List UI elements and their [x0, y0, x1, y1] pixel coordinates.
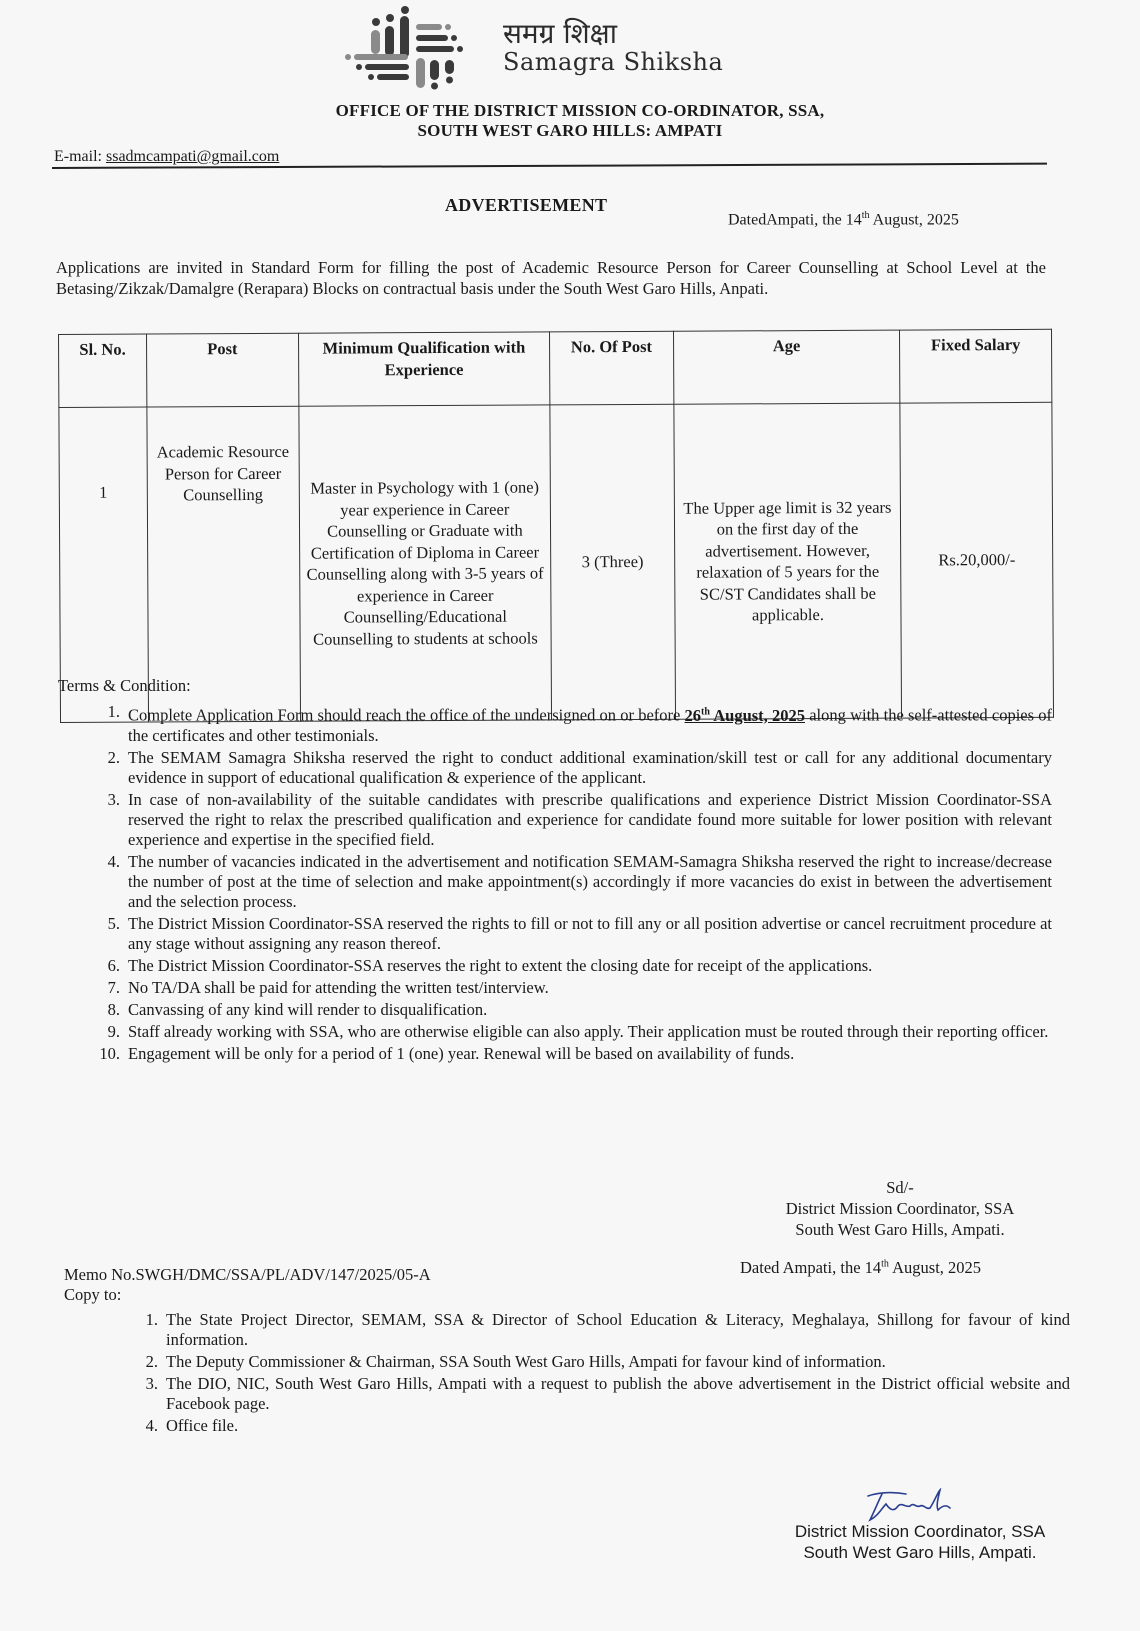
term-item: [90, 914, 1052, 954]
email-line: [54, 148, 279, 166]
logo-hindi-text: समग्र शिक्षा: [503, 17, 617, 50]
copy-number: 4.: [145, 1416, 158, 1435]
signatory-location: South West Garo Hills, Ampati.: [795, 1220, 1005, 1239]
terms-list: [90, 702, 1052, 1066]
office-title-line1: OFFICE OF THE DISTRICT MISSION CO-ORDINATOR, SSA,: [335, 101, 825, 120]
copy-text: The DIO, NIC, South West Garo Hills, Ampati with a request to publish the above advertisement in the District official website and Facebook page.: [166, 1374, 1070, 1413]
cell-post: Academic Resource Person for Career Counselling: [147, 406, 300, 722]
term-item: [90, 1022, 1052, 1042]
deadline-rest: August, 2025: [709, 705, 805, 725]
date-ordinal: th: [881, 1258, 889, 1270]
email-link[interactable]: ssadmcampati@gmail.com: [105, 148, 280, 165]
memo-date: [740, 1258, 981, 1278]
cell-sl-no: 1: [59, 407, 149, 722]
term-item: [90, 978, 1052, 998]
copy-item: [128, 1416, 1070, 1436]
term-text: Engagement will be only for a period of 1 (one) year. Renewal will be based on availability of funds.: [128, 1043, 795, 1063]
term-number: 10.: [99, 1043, 120, 1063]
header-qualification: Minimum Qualification with Experience: [298, 332, 550, 406]
intro-paragraph: Applications are invited in Standard Form for filling the post of Academic Resource Person for Career Counselling at School Level at the Betasing/Zikzak/Damalgre (Rerapara) Blocks on contractual basis under the South West Garo Hills, Anpati.: [56, 258, 1046, 298]
term-text: No TA/DA shall be paid for attending the written test/interview.: [128, 977, 549, 997]
term-text: In case of non-availability of the suitable candidates with prescribe qualifications and experience District Mission Coordinator-SSA reserved the right to relax the prescribed qualification and experience for candidate found more suitable for lower position with relevant experience and expertise in the specified field.: [128, 789, 1052, 849]
date-prefix: Dated Ampati, the 14: [740, 1258, 882, 1277]
deadline-date: [685, 706, 805, 725]
term-text: The District Mission Coordinator-SSA reserved the rights to fill or not to fill any or all position advertise or cancel recruitment procedure at any stage without assigning any reason thereof.: [128, 913, 1052, 953]
samagra-shiksha-logo: [318, 4, 818, 90]
copy-to-list: [128, 1310, 1070, 1438]
email-label: E-mail:: [54, 148, 102, 165]
term-item: [90, 702, 1052, 746]
signature-block-final: [760, 1521, 1080, 1563]
term-text: The District Mission Coordinator-SSA reserves the right to extent the closing date for receipt of the applications.: [128, 955, 873, 975]
term-number: 6.: [107, 955, 120, 975]
header-post: Post: [146, 333, 298, 407]
term-item: [90, 1044, 1052, 1064]
term-number: 5.: [107, 913, 120, 933]
term-number: 2.: [107, 747, 120, 767]
term-number: 9.: [107, 1021, 120, 1041]
posts-table: [58, 329, 1054, 723]
term-text: Complete Application Form should reach the office of the undersigned on or before: [128, 705, 685, 725]
term-number: 8.: [107, 999, 120, 1019]
term-item: [90, 852, 1052, 912]
copy-item: [128, 1310, 1070, 1350]
header-salary: Fixed Salary: [900, 329, 1052, 403]
term-number: 1.: [107, 702, 120, 721]
copy-item: [128, 1352, 1070, 1372]
sd-mark: Sd/-: [886, 1178, 914, 1197]
cell-no-of-post: 3 (Three): [550, 404, 675, 720]
handwritten-signature-icon: [860, 1488, 960, 1524]
term-text: Staff already working with SSA, who are otherwise eligible can also apply. Their application must be routed through their reporting officer.: [128, 1021, 1049, 1041]
copy-number: 2.: [145, 1352, 158, 1371]
deadline-ordinal: th: [701, 706, 710, 717]
header-sl-no: Sl. No.: [59, 334, 147, 407]
cell-age: The Upper age limit is 32 years on the first day of the advertisement. However, relaxation of 5 years for the SC/ST Candidates shall be applicable.: [674, 403, 902, 719]
term-number: 4.: [107, 851, 120, 871]
memo-number: Memo No.SWGH/DMC/SSA/PL/ADV/147/2025/05-A: [64, 1265, 431, 1284]
term-number: 3.: [107, 789, 120, 809]
term-text: along with the self-attested copies of the certificates and other testimonials.: [128, 705, 1052, 745]
term-text: The SEMAM Samagra Shiksha reserved the right to conduct additional examination/skill test or call for any additional documentary evidence in support of educational qualification & experience of the applicant.: [128, 747, 1052, 787]
date-ordinal: th: [861, 210, 870, 221]
office-title-line2: SOUTH WEST GARO HILLS: AMPATI: [417, 121, 723, 140]
advertisement-title: ADVERTISEMENT: [445, 195, 608, 215]
term-number: 7.: [107, 977, 120, 997]
copy-to-label: Copy to:: [64, 1285, 122, 1304]
table-header-row: [59, 329, 1052, 407]
copy-number: 1.: [145, 1310, 158, 1329]
copy-text: Office file.: [166, 1416, 239, 1435]
date-suffix: August, 2025: [888, 1258, 982, 1277]
term-item: [90, 1000, 1052, 1020]
cell-qualification: Master in Psychology with 1 (one) year experience in Career Counselling or Graduate with Certification of Diploma in Career Counselling along with 3-5 years of experience in Career Counselling/Educational Counselling to students at schools: [299, 405, 552, 721]
term-item: [90, 956, 1052, 976]
terms-heading: Terms & Condition:: [58, 676, 191, 695]
signatory-location: South West Garo Hills, Ampati.: [803, 1543, 1037, 1562]
term-text: The number of vacancies indicated in the advertisement and notification SEMAM-Samagra Shiksha reserved the right to increase/decrease the number of post at the time of selection and make appointment(s) accordingly if more vacancies do exist in between the advertisement and the selection process.: [128, 851, 1052, 911]
date-prefix: DatedAmpati, the 14: [728, 211, 862, 229]
signatory-designation: District Mission Coordinator, SSA: [785, 1199, 1015, 1218]
cell-salary: Rs.20,000/-: [900, 402, 1053, 718]
copy-text: The Deputy Commissioner & Chairman, SSA South West Garo Hills, Ampati for favour kind of information.: [166, 1352, 886, 1371]
date-suffix: August, 2025: [869, 211, 959, 229]
copy-text: The State Project Director, SEMAM, SSA & Director of School Education & Literacy, Meghalaya, Shillong for favour of kind information.: [166, 1310, 1070, 1349]
samagra-shiksha-logo-icon: [318, 4, 498, 90]
copy-item: [128, 1374, 1070, 1414]
term-text: Canvassing of any kind will render to disqualification.: [128, 999, 488, 1019]
signatory-designation: District Mission Coordinator, SSA: [794, 1522, 1046, 1541]
term-item: [90, 790, 1052, 850]
table-row: [59, 402, 1054, 722]
signature-block-sd: [740, 1177, 1060, 1240]
header-no-of-post: No. Of Post: [550, 331, 674, 405]
logo-english-text: Samagra Shiksha: [503, 48, 724, 76]
copy-number: 3.: [145, 1374, 158, 1393]
deadline-day: 26: [684, 705, 702, 725]
header-age: Age: [673, 330, 900, 404]
advertisement-date: [728, 210, 959, 229]
term-item: [90, 748, 1052, 788]
